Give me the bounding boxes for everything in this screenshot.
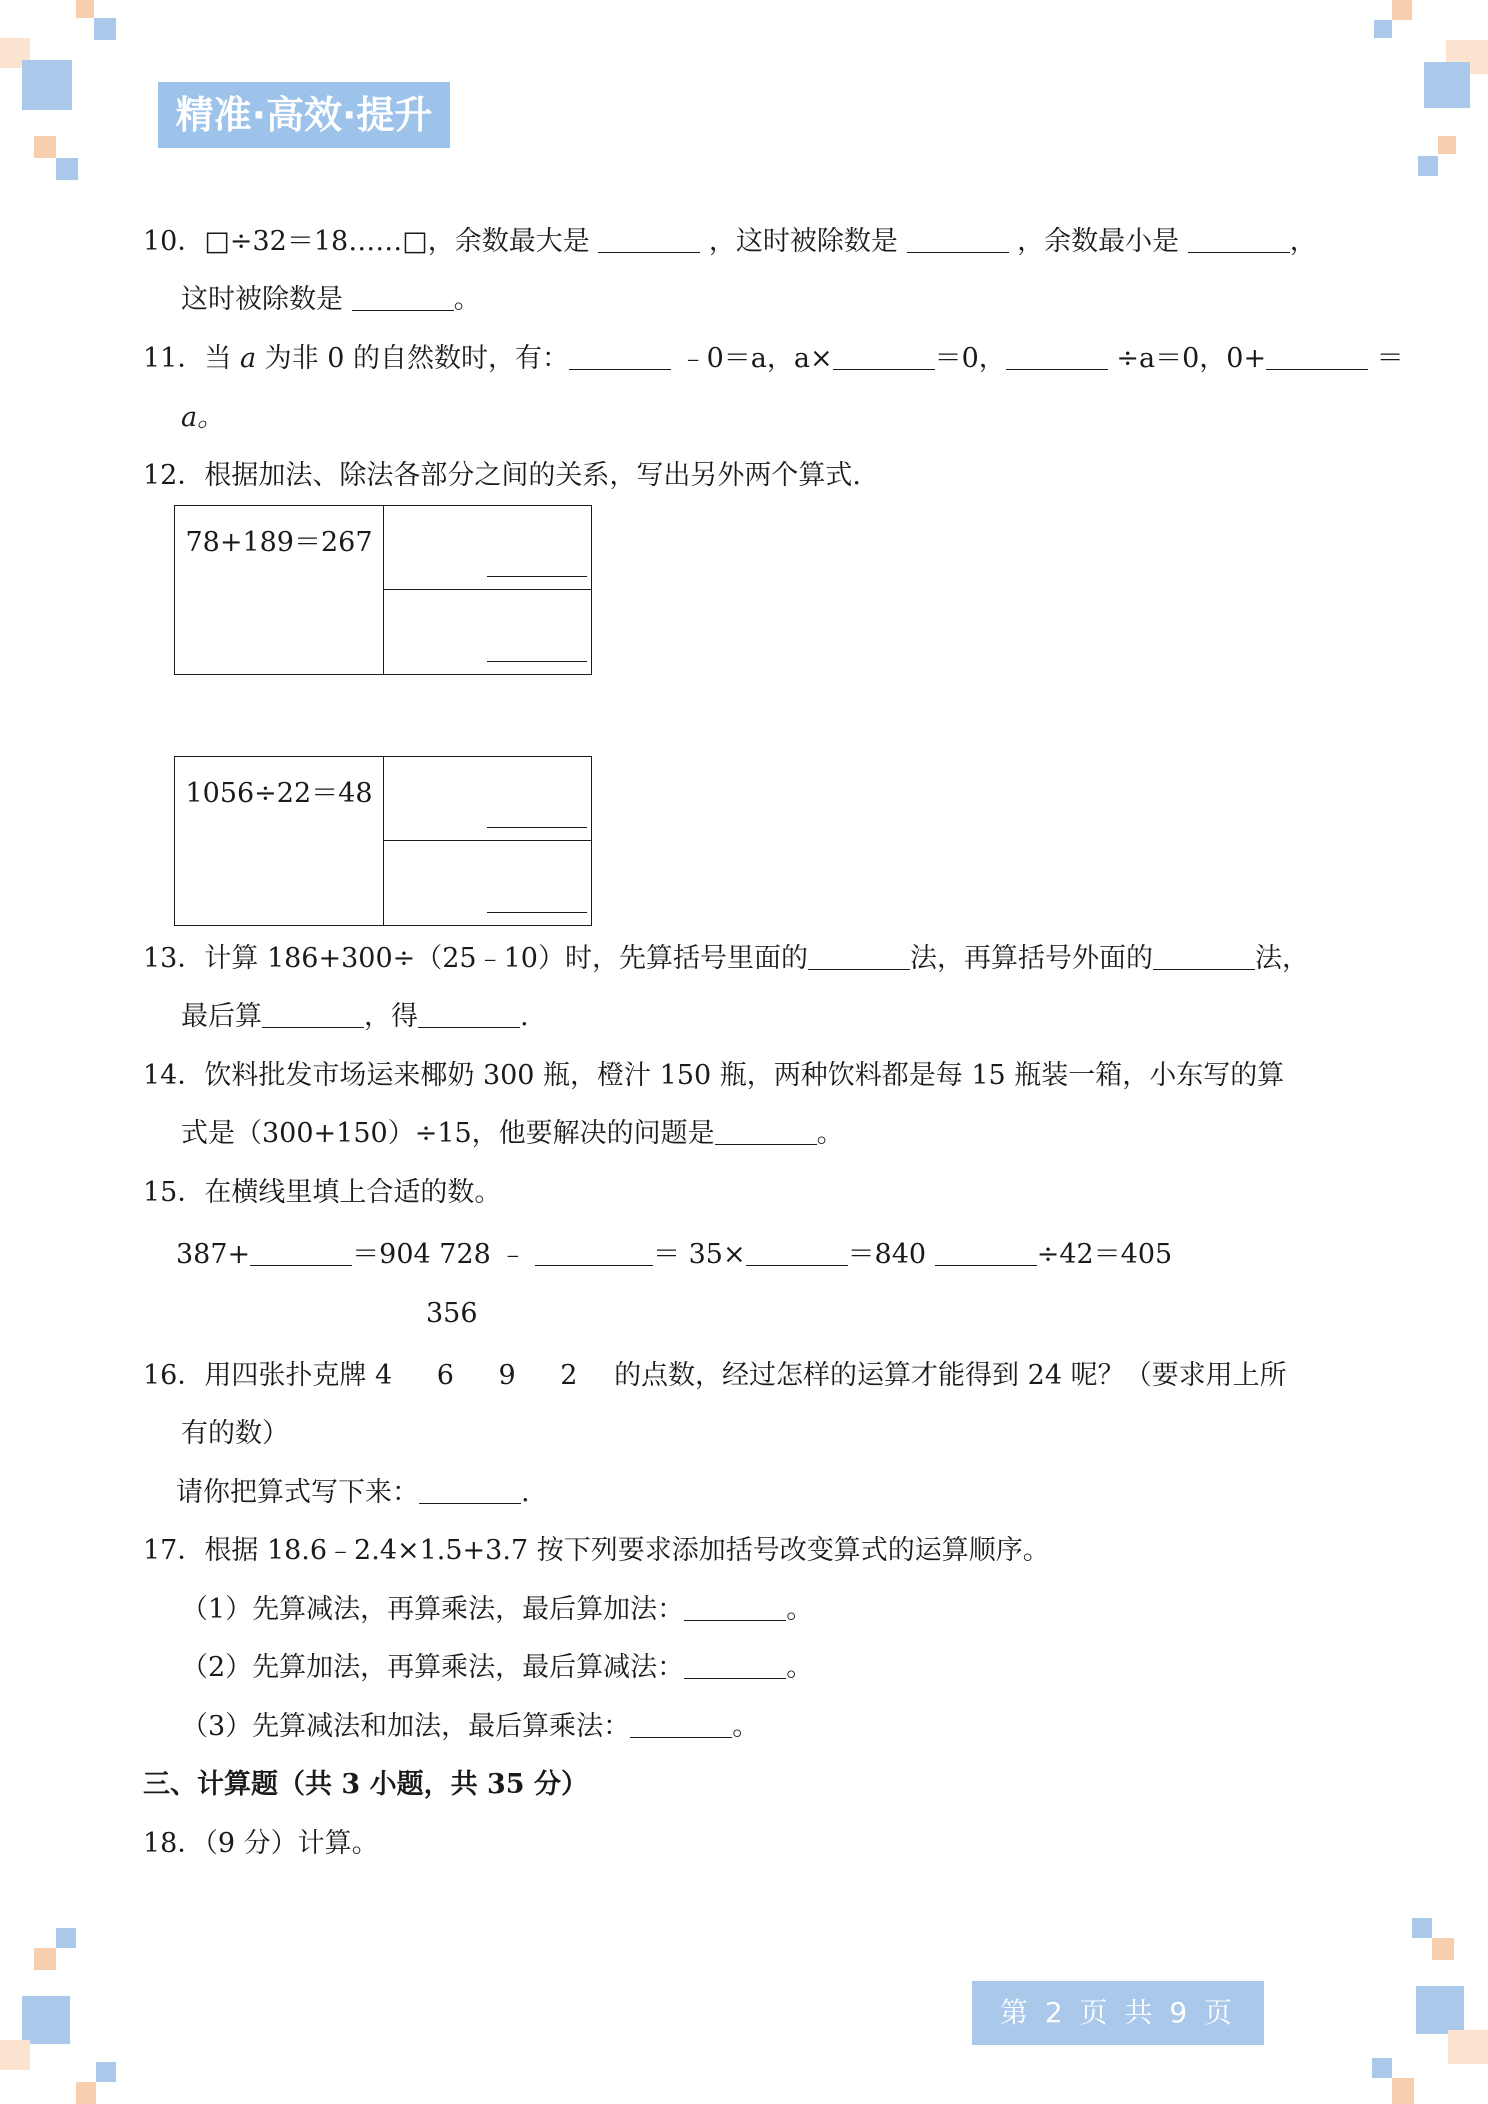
blank[interactable]	[262, 1001, 364, 1028]
blank[interactable]	[808, 943, 910, 970]
blank[interactable]	[352, 284, 454, 311]
blank[interactable]	[1006, 343, 1108, 370]
card-value: 9	[498, 1360, 516, 1391]
blank[interactable]	[715, 1118, 817, 1145]
blank[interactable]	[598, 226, 700, 253]
q11-line1	[143, 341, 1404, 377]
q10-text: ，这时被除数是	[708, 226, 898, 257]
blank[interactable]	[1266, 343, 1368, 370]
q13-text: ，得	[364, 1001, 418, 1032]
blank[interactable]	[684, 1594, 786, 1621]
q15-extra-number: 356	[426, 1298, 478, 1329]
q16-text: 请你把算式写下来：	[176, 1477, 419, 1508]
q13-text: .	[520, 1001, 529, 1032]
q12-table-addition	[174, 505, 592, 675]
q13-text: 法，再算括号外面的	[909, 943, 1153, 974]
blank[interactable]	[487, 635, 587, 662]
blank[interactable]	[907, 226, 1009, 253]
q17-item2	[181, 1650, 813, 1686]
q12-table1-equation: 78+189＝267	[175, 506, 384, 674]
q10-text: 10．□÷32＝18……□，余数最大是	[143, 226, 590, 257]
q17-text: 。	[786, 1594, 814, 1625]
q17-item1	[181, 1592, 813, 1628]
section-title: 三、计算题（共 3 小题，共 35 分）	[143, 1769, 588, 1800]
blank[interactable]	[1153, 943, 1255, 970]
blank[interactable]	[487, 550, 587, 577]
q17-item3	[181, 1709, 759, 1745]
q13-line2	[181, 999, 529, 1035]
card-value: 2	[560, 1360, 578, 1391]
q15-text: ＝ 35×	[653, 1239, 746, 1270]
q16-text: .	[521, 1477, 530, 1508]
card-value: 6	[436, 1360, 454, 1391]
q11-text: ＝	[1376, 343, 1404, 374]
q16-line2: 有的数）	[181, 1418, 289, 1449]
q12-table-division	[174, 756, 592, 926]
q15-text: ＝840	[847, 1239, 927, 1270]
q11-line2: a。	[181, 402, 225, 433]
q15-equations	[176, 1237, 1172, 1273]
q12-table1-cell1	[384, 506, 591, 590]
q11-text: 11．当	[143, 343, 232, 374]
q12-title: 12．根据加法、除法各部分之间的关系，写出另外两个算式.	[143, 460, 861, 491]
q17-text: 。	[786, 1652, 814, 1683]
blank[interactable]	[746, 1239, 848, 1266]
q15-text: ÷42＝405	[1036, 1239, 1173, 1270]
q17-text: 。	[732, 1711, 760, 1742]
q14-line2	[181, 1116, 844, 1152]
q11-text: ÷a＝0，0+	[1116, 343, 1267, 374]
blank[interactable]	[535, 1239, 653, 1266]
q14-text: 。	[816, 1118, 844, 1149]
q11-text: ＝0，	[934, 343, 1006, 374]
q12-table1-cell2	[384, 590, 591, 674]
blank[interactable]	[833, 343, 935, 370]
q17-text: （3）先算减法和加法，最后算乘法：	[181, 1711, 631, 1742]
q16-line1	[143, 1358, 1287, 1394]
q15-title: 15．在横线里填上合适的数。	[143, 1177, 502, 1208]
q11-text: 为非 0 的自然数时，有：	[264, 343, 569, 374]
q16-text: 的点数，经过怎样的运算才能得到 24 呢？（要求用上所	[614, 1360, 1287, 1391]
q17-title: 17．根据 18.6﹣2.4×1.5+3.7 按下列要求添加括号改变算式的运算顺序。	[143, 1535, 1050, 1566]
q16-text: 16．用四张扑克牌 4	[143, 1360, 393, 1391]
blank[interactable]	[569, 343, 671, 370]
q11-text: ﹣0＝a，a×	[679, 343, 833, 374]
blank[interactable]	[250, 1239, 352, 1266]
blank[interactable]	[1188, 226, 1290, 253]
q17-text: （2）先算加法，再算乘法，最后算减法：	[181, 1652, 685, 1683]
q10-text: 这时被除数是	[181, 284, 343, 315]
q11-var: a	[239, 343, 257, 374]
q10-text: ，	[1289, 226, 1317, 257]
q12-table2-equation: 1056÷22＝48	[175, 757, 384, 925]
q10-line1	[143, 224, 1317, 260]
q13-text: 13．计算 186+300÷（25﹣10）时，先算括号里面的	[143, 943, 808, 974]
page-number: 第 2 页 共 9 页	[972, 1981, 1264, 2045]
q13-text: 法，	[1254, 943, 1309, 974]
blank[interactable]	[419, 1477, 521, 1504]
q12-table2-cell1	[384, 757, 591, 841]
q16-line3	[176, 1475, 530, 1511]
q14-line1: 14．饮料批发市场运来椰奶 300 瓶，橙汁 150 瓶，两种饮料都是每 15 瓶装一箱，小东写的算	[143, 1060, 1285, 1091]
q10-text: ，余数最小是	[1017, 226, 1180, 257]
blank[interactable]	[684, 1652, 786, 1679]
q10-line2	[181, 282, 481, 318]
q13-text: 最后算	[181, 1001, 262, 1032]
brand-banner: 精准·高效·提升	[158, 82, 450, 148]
q10-text: 。	[453, 284, 481, 315]
q13-line1	[143, 941, 1309, 977]
q18-title: 18．（9 分）计算。	[143, 1828, 379, 1859]
q12-table2-cell2	[384, 841, 591, 925]
blank[interactable]	[630, 1711, 732, 1738]
q15-text: 387+	[176, 1239, 251, 1270]
blank[interactable]	[418, 1001, 520, 1028]
blank[interactable]	[487, 801, 587, 828]
q17-text: （1）先算减法，再算乘法，最后算加法：	[181, 1594, 685, 1625]
blank[interactable]	[487, 886, 587, 913]
blank[interactable]	[935, 1239, 1037, 1266]
q15-text: ＝904 728 ﹣	[352, 1239, 527, 1270]
q14-text: 式是（300+150）÷15，他要解决的问题是	[181, 1118, 715, 1149]
